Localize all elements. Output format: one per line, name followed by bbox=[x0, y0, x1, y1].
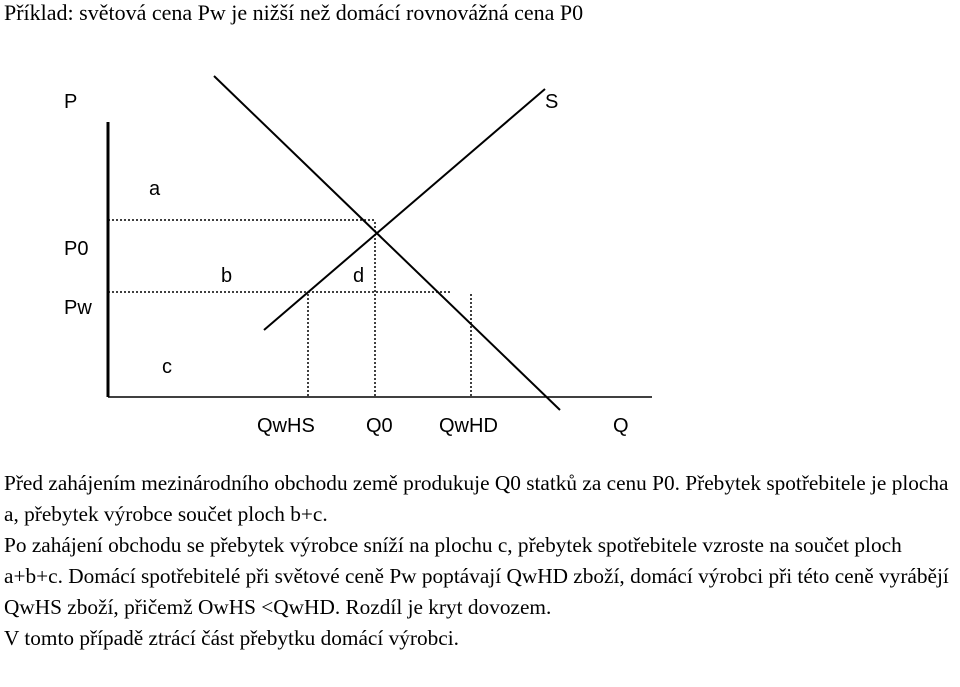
explanation-text bbox=[4, 468, 956, 654]
area-c-label: c bbox=[162, 356, 172, 378]
page-title: Příklad: světová cena Pw je nižší než domácí rovnovážná cena P0 bbox=[4, 0, 584, 25]
s-curve-label: S bbox=[545, 91, 559, 113]
explanation-line-2: Po zahájení obchodu se přebytek výrobce sníží na plochu c, přebytek spotřebitele vzroste na součet ploch a+b+c. Domácí spotřebitelé při světové ceně Pw poptávají QwHD zboží, domácí výrobci při této ceně vyrábějí QwHS zboží, přičemž OwHS <QwHD. Rozdíl je kryt dovozem. bbox=[4, 533, 949, 619]
area-b-label: b bbox=[221, 265, 233, 287]
demand-line bbox=[214, 76, 560, 410]
area-d-label: d bbox=[353, 265, 365, 287]
area-a-label: a bbox=[149, 178, 161, 200]
qwhd-label: QwHD bbox=[439, 415, 498, 437]
p0-label: P0 bbox=[64, 238, 89, 260]
q0-label: Q0 bbox=[366, 415, 393, 437]
qwhs-label: QwHS bbox=[257, 415, 315, 437]
supply-line bbox=[264, 89, 545, 330]
pw-label: Pw bbox=[64, 297, 92, 319]
explanation-line-1: Před zahájením mezinárodního obchodu země produkuje Q0 statků za cenu P0. Přebytek spotřebitele je plocha a, přebytek výrobce součet ploch b+c. bbox=[4, 471, 949, 526]
q-axis-label: Q bbox=[613, 415, 629, 437]
p-axis-label: P bbox=[64, 91, 78, 113]
explanation-line-3: V tomto případě ztrácí část přebytku domácí výrobci. bbox=[4, 626, 459, 650]
